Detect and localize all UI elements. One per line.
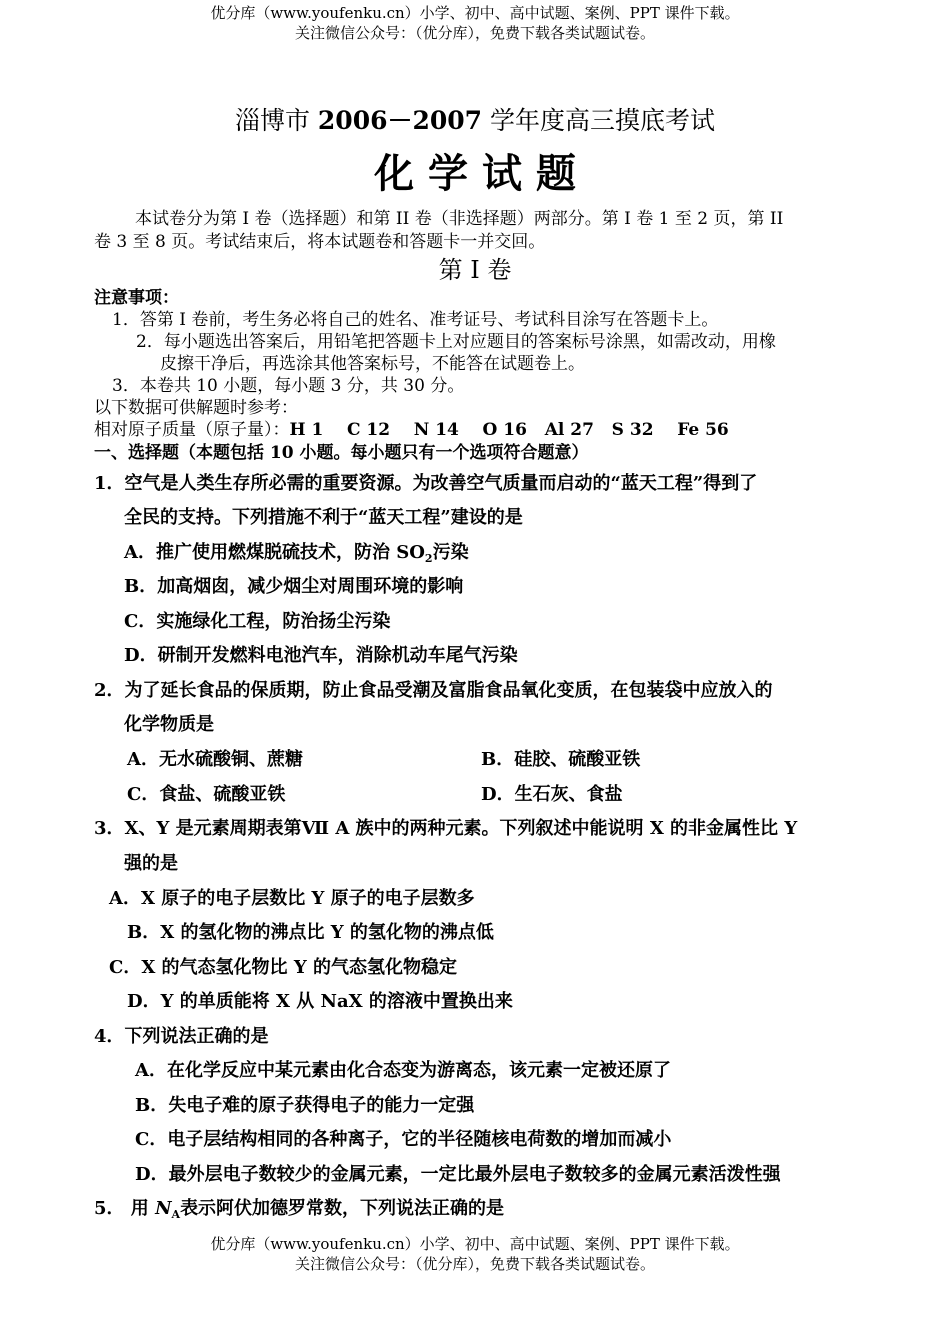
q2-stem-line-1: 2．为了延长食品的保质期，防止食品受潮及富脂食品氧化变质，在包装袋中应放入的: [94, 680, 773, 701]
q5-stem: [94, 1197, 504, 1223]
q3-option-b: B．X 的氢化物的沸点比 Y 的氢化物的沸点低: [127, 922, 494, 943]
subtitle-suffix: 学年度高三摸底考试: [482, 106, 716, 135]
watermark-top-line1: 优分库（www.youfenku.cn）小学、初中、高中试题、案例、PPT 课件下载。: [210, 4, 740, 22]
q3-stem-line-1: 3．X、Y 是元素周期表第Ⅶ A 族中的两种元素。下列叙述中能说明 X 的非金属性比 Y: [94, 818, 798, 839]
q4-option-b: B．失电子难的原子获得电子的能力一定强: [135, 1095, 475, 1116]
atomic-mass-values: H 1 C 12 N 14 O 16 Al 27 S 32 Fe 56: [289, 420, 729, 440]
reference-line: 以下数据可供解题时参考：: [94, 398, 298, 418]
q4-stem: 4．下列说法正确的是: [94, 1026, 269, 1047]
q3-option-c: C．X 的气态氢化物比 Y 的气态氢化物稳定: [109, 957, 457, 978]
q2-option-b: B．硅胶、硫酸亚铁: [481, 749, 641, 770]
watermark-top-line2: 关注微信公众号：（优分库），免费下载各类试题试卷。: [294, 24, 655, 42]
q2-stem-line-2: 化学物质是: [124, 714, 214, 735]
notice-item-1: 1．答第 I 卷前，考生务必将自己的姓名、准考证号、考试科目涂写在答题卡上。: [112, 310, 719, 330]
q5-stem-prefix: 5． 用: [94, 1198, 156, 1219]
subtitle-years: 2006－2007: [317, 106, 483, 135]
notice-item-3: 3．本卷共 10 小题，每小题 3 分，共 30 分。: [112, 376, 465, 396]
notice-item-2-line-2: 皮擦干净后，再选涂其他答案标号，不能答在试题卷上。: [160, 354, 585, 374]
q5-avogadro-subscript: A: [171, 1208, 181, 1221]
q4-option-a: A．在化学反应中某元素由化合态变为游离态，该元素一定被还原了: [135, 1060, 671, 1081]
subtitle-prefix: 淄博市: [234, 106, 318, 135]
q1-option-a-text: A．推广使用燃煤脱硫技术，防治 SO: [124, 542, 425, 563]
q1-option-c: C．实施绿化工程，防治扬尘污染: [124, 611, 391, 632]
q3-option-d: D．Y 的单质能将 X 从 NaX 的溶液中置换出来: [127, 991, 513, 1012]
q4-option-d: D．最外层电子数较少的金属元素，一定比最外层电子数较多的金属元素活泼性强: [135, 1164, 781, 1185]
q1-option-a-subscript: 2: [424, 552, 433, 565]
part-one-heading: 一、选择题（本题包括 10 小题。每小题只有一个选项符合题意）: [94, 443, 589, 463]
watermark-bottom-line1: 优分库（www.youfenku.cn）小学、初中、高中试题、案例、PPT 课件下载。: [210, 1235, 740, 1253]
q2-option-d: D．生石灰、食盐: [481, 784, 623, 805]
q2-option-a: A．无水硫酸铜、蔗糖: [127, 749, 303, 770]
section-heading: 第 I 卷: [438, 256, 512, 284]
q1-stem-line-1: 1．空气是人类生存所必需的重要资源。为改善空气质量而启动的“蓝天工程”得到了: [94, 473, 758, 494]
atomic-mass-line: [94, 419, 729, 441]
atomic-mass-label: 相对原子质量（原子量）：: [94, 420, 290, 440]
q1-option-a: [124, 541, 469, 567]
notice-heading: 注意事项：: [94, 288, 179, 308]
q5-avogadro-symbol: N: [155, 1198, 172, 1219]
q4-option-c: C．电子层结构相同的各种离子，它的半径随核电荷数的增加而减小: [135, 1129, 672, 1150]
exam-subtitle: [0, 106, 950, 136]
exam-title: 化 学 试 题: [374, 150, 576, 197]
q3-option-a: A．X 原子的电子层数比 Y 原子的电子层数多: [109, 888, 475, 909]
q3-stem-line-2: 强的是: [124, 853, 178, 874]
watermark-bottom-line2: 关注微信公众号：（优分库），免费下载各类试题试卷。: [294, 1255, 655, 1273]
q5-stem-suffix: 表示阿伏加德罗常数，下列说法正确的是: [180, 1198, 505, 1219]
q2-option-c: C．食盐、硫酸亚铁: [127, 784, 286, 805]
intro-line-2: 卷 3 至 8 页。考试结束后，将本试题卷和答题卡一并交回。: [94, 232, 546, 252]
notice-item-2-line-1: 2．每小题选出答案后，用铅笔把答题卡上对应题目的答案标号涂黑，如需改动，用橡: [136, 332, 776, 352]
q1-stem-line-2: 全民的支持。下列措施不利于“蓝天工程”建设的是: [124, 507, 523, 528]
q1-option-d: D．研制开发燃料电池汽车，消除机动车尾气污染: [124, 645, 518, 666]
q1-option-b: B．加高烟囱，减少烟尘对周围环境的影响: [124, 576, 464, 597]
intro-line-1: 本试卷分为第 I 卷（选择题）和第 II 卷（非选择题）两部分。第 I 卷 1 至 2 页，第 II: [135, 209, 784, 229]
q1-option-a-suffix: 污染: [432, 542, 469, 563]
